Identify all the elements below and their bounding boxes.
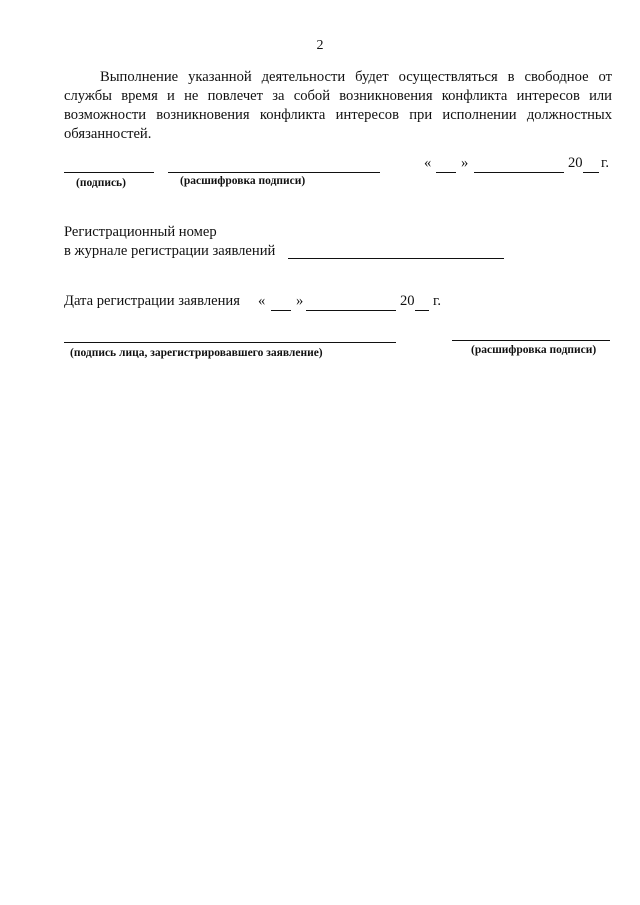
registrar-decoding-line[interactable] bbox=[452, 340, 610, 341]
registration-date-year-line[interactable] bbox=[415, 310, 429, 311]
date-quote-close: » bbox=[461, 155, 469, 171]
signature-caption: (подпись) bbox=[76, 177, 126, 189]
registrar-signature-caption: (подпись лица, зарегистрировавшего заявление) bbox=[70, 347, 323, 359]
registration-number-label-line1: Регистрационный номер bbox=[64, 224, 217, 240]
date-year-line[interactable] bbox=[583, 172, 599, 173]
date-month-line[interactable] bbox=[474, 172, 564, 173]
date-quote-open: « bbox=[424, 155, 432, 171]
registration-date-quote-close: » bbox=[296, 293, 304, 309]
registration-number-line[interactable] bbox=[288, 258, 504, 259]
registrar-decoding-caption: (расшифровка подписи) bbox=[471, 344, 597, 356]
registrar-signature-line[interactable] bbox=[64, 342, 396, 343]
signature-decoding-line[interactable] bbox=[168, 172, 380, 173]
registration-date-year-suffix: г. bbox=[433, 293, 441, 309]
statement-paragraph: Выполнение указанной деятельности будет осуществляться в свободное от службы время и не повлечет за собой возникновения конфликта интересов или возможности возникновения конфликта интересов при исполнении должностных обязанностей. bbox=[64, 69, 612, 142]
signature-line[interactable] bbox=[64, 172, 154, 173]
registration-date-month-line[interactable] bbox=[306, 310, 396, 311]
date-day-line[interactable] bbox=[436, 172, 456, 173]
registration-date-label: Дата регистрации заявления bbox=[64, 293, 240, 309]
decoding-caption: (расшифровка подписи) bbox=[180, 175, 306, 187]
registration-date-day-line[interactable] bbox=[271, 310, 291, 311]
registration-number-label-line2: в журнале регистрации заявлений bbox=[64, 243, 276, 259]
date-year-prefix: 20 bbox=[568, 155, 583, 171]
registration-date-quote-open: « bbox=[258, 293, 266, 309]
registration-date-year-prefix: 20 bbox=[400, 293, 415, 309]
date-year-suffix: г. bbox=[601, 155, 609, 171]
page-number: 2 bbox=[316, 38, 324, 53]
